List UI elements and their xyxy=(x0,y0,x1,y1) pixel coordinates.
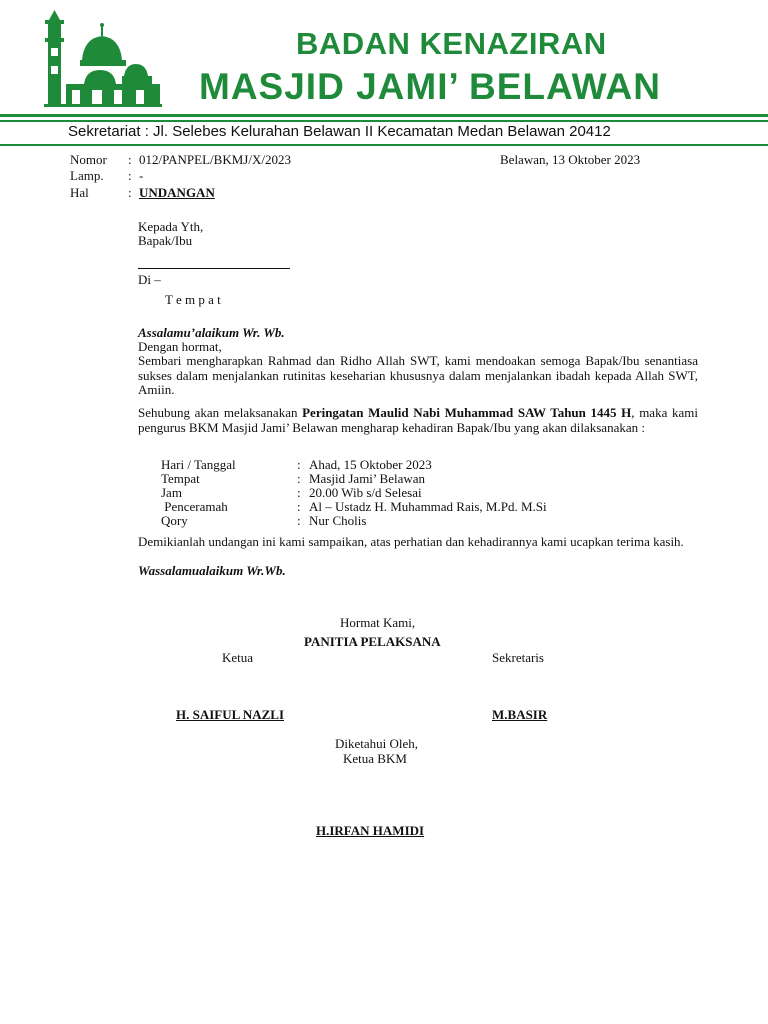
separator: : xyxy=(297,513,301,528)
detail-value: Nur Cholis xyxy=(309,513,367,528)
hal-label: Hal xyxy=(70,185,89,200)
detail-label: Jam xyxy=(161,485,182,500)
lamp-label: Lamp. xyxy=(70,168,104,183)
separator: : xyxy=(297,457,301,472)
separator: : xyxy=(128,168,132,183)
separator: : xyxy=(128,152,132,167)
separator: : xyxy=(297,471,301,486)
closing-paragraph: Demikianlah undangan ini kami sampaikan, atas perhatian dan kehadirannya kami ucapkan terima kasih. xyxy=(138,534,684,549)
ketua-title: Ketua xyxy=(222,650,254,665)
wassalam: Wassalamualaikum Wr.Wb. xyxy=(138,563,286,578)
ketua-bkm-name: H.IRFAN HAMIDI xyxy=(316,823,425,838)
place-date: Belawan, 13 Oktober 2023 xyxy=(500,152,641,167)
separator: : xyxy=(297,485,301,500)
mosque-name: MASJID JAMI’ BELAWAN xyxy=(199,66,661,107)
ketua-bkm-title: Ketua BKM xyxy=(343,751,407,766)
paragraph-1: Sembari mengharapkan Rahmad dan Ridho Allah SWT, kami mendoakan semoga Bapak/Ibu senantiasa sukses dalam menjalankan rutinitas keseharian khususnya dalam menjalankan ibadah kepada Allah SWT, Amiin. xyxy=(138,353,698,397)
sekretaris-title: Sekretaris xyxy=(492,650,544,665)
committee-title: PANITIA PELAKSANA xyxy=(304,634,441,649)
mosque-icon xyxy=(44,8,162,108)
organization-name: BADAN KENAZIRAN xyxy=(296,26,607,61)
detail-value: Al – Ustadz H. Muhammad Rais, M.Pd. M.Si xyxy=(309,499,547,514)
salam: Assalamu’alaikum Wr. Wb. xyxy=(138,325,285,340)
recipient-di: Di – xyxy=(138,272,161,287)
recipient-blank-line xyxy=(138,268,290,269)
hormat-kami: Hormat Kami, xyxy=(340,615,416,630)
detail-label: Hari / Tanggal xyxy=(161,457,236,472)
detail-label: Penceramah xyxy=(161,499,228,514)
lamp-value: - xyxy=(139,168,144,183)
separator: : xyxy=(297,499,301,514)
detail-value: Ahad, 15 Oktober 2023 xyxy=(309,457,432,472)
nomor-label: Nomor xyxy=(70,152,107,167)
detail-value: Masjid Jami’ Belawan xyxy=(309,471,426,486)
recipient-line1: Kepada Yth, xyxy=(138,219,204,234)
header-divider xyxy=(0,114,768,117)
recipient-line2: Bapak/Ibu xyxy=(138,233,193,248)
ketua-name: H. SAIFUL NAZLI xyxy=(176,707,284,722)
nomor-value: 012/PANPEL/BKMJ/X/2023 xyxy=(139,152,291,167)
header-divider xyxy=(0,144,768,146)
header-divider xyxy=(0,120,768,122)
secretariat-address: Sekretariat : Jl. Selebes Kelurahan Belawan II Kecamatan Medan Belawan 20412 xyxy=(68,123,611,140)
detail-label: Tempat xyxy=(161,471,200,486)
detail-label: Qory xyxy=(161,513,188,528)
sekretaris-name: M.BASIR xyxy=(492,707,548,722)
recipient-tempat: T e m p a t xyxy=(165,292,221,307)
hal-value: UNDANGAN xyxy=(139,185,215,200)
paragraph-2: Sehubung akan melaksanakan Peringatan Maulid Nabi Muhammad SAW Tahun 1445 H, maka kami pengurus BKM Masjid Jami’ Belawan mengharap kehadiran Bapak/Ibu yang akan dilaksanakan : xyxy=(138,405,698,435)
separator: : xyxy=(128,185,132,200)
acknowledged-by: Diketahui Oleh, xyxy=(335,736,419,751)
greeting: Dengan hormat, xyxy=(138,339,222,354)
detail-value: 20.00 Wib s/d Selesai xyxy=(309,485,422,500)
